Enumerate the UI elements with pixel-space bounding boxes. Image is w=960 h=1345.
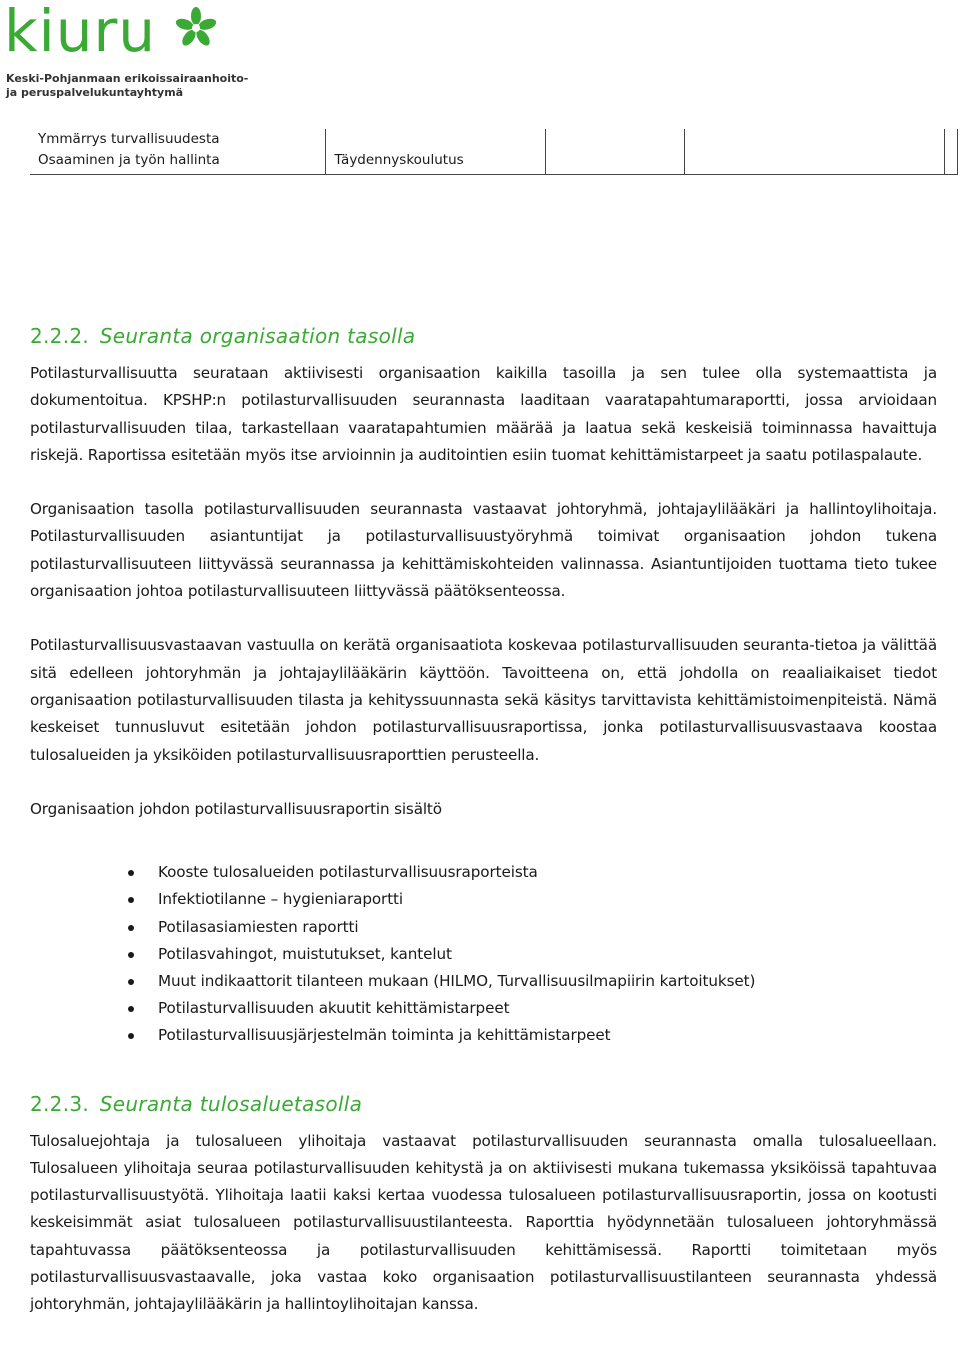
section-title: Seuranta organisaation tasolla (99, 324, 416, 348)
list-item (158, 941, 937, 968)
paragraph: Potilasturvallisuusvastaavan vastuulla on kerätä organisaatiota koskevaa potilasturvallisuuden seuranta-tietoa ja välittää sitä edelleen johtoryhmän ja johtajaylilääkärin käyttöön. Tavoitteena on, että johdolla on reaaliaikaiset tiedot organisaation potilasturvallisuuden tilasta ja kehityssuunnasta sekä käsitys tarvittavista kehittämistoimenpiteistä. Nämä keskeiset tunnusluvut esitetään johdon potilasturvallisuusraportissa, jonka potilasturvallisuusvastaava koostaa tulosalueiden ja yksiköiden potilasturvallisuusraporttien perusteella. (30, 636, 937, 764)
bullet-icon (128, 897, 134, 903)
report-contents-list (30, 859, 937, 1049)
list-item-text: Potilasturvallisuusjärjestelmän toiminta ja kehittämistarpeet (158, 1026, 611, 1045)
section-heading (30, 320, 937, 352)
list-item-text: Kooste tulosalueiden potilasturvallisuusraporteista (158, 863, 538, 882)
list-item-text: Muut indikaattorit tilanteen mukaan (HILMO, Turvallisuusilmapiirin kartoitukset) (158, 971, 756, 990)
table-cell-empty (546, 129, 685, 175)
section-number: 2.2.2. (30, 324, 90, 348)
section-title: Seuranta tulosaluetasolla (99, 1091, 363, 1116)
list-item (158, 859, 937, 886)
document-body (30, 320, 937, 1319)
bullet-icon (128, 1033, 134, 1039)
list-item-text: Infektiotilanne – hygieniaraportti (158, 890, 404, 909)
bullet-icon (128, 979, 134, 985)
logo-subtitle-line2: ja peruspalvelukuntayhtymä (6, 86, 184, 99)
flower-icon (174, 6, 218, 50)
paragraph: Organisaation tasolla potilasturvallisuuden seurannasta vastaavat johtoryhmä, johtajaylilääkäri ja hallintoylihoitaja. Potilasturvallisuuden asiantuntijat ja potilasturvallisuustyöryhmä toimivat organisaation johdon tukena potilasturvallisuuteen liittyvässä seurannassa ja kehittämiskohteiden valinnassa. Asiantuntijoiden tuottama tieto tukee organisaation johtoa potilasturvallisuuteen liittyvässä päätöksenteossa. (30, 500, 937, 601)
list-item (158, 886, 937, 913)
bullet-icon (128, 1006, 134, 1012)
logo-subtitle-line1: Keski-Pohjanmaan erikoissairaanhoito- (6, 72, 249, 85)
table-cell-empty (685, 129, 945, 175)
cell-line-skills: Osaaminen ja työn hallinta (38, 152, 220, 168)
organization-logo (4, 0, 249, 102)
list-item (158, 968, 937, 995)
list-item-text: Potilasasiamiesten raportti (158, 917, 359, 936)
paragraph: Tulosaluejohtaja ja tulosalueen ylihoitaja vastaavat potilasturvallisuuden seurannasta omalla tulosalueellaan. Tulosalueen ylihoitaja seuraa potilasturvallisuuden kehitystä ja on aktiivisesti mukana tukemassa yksiköissä tapahtuvaa potilasturvallisuustyötä. Ylihoitaja laatii kaksi kertaa vuodessa tulosalueen potilasturvallisuusraportin, jossa on kootusti keskeisimmät asiat tulosalueen potilasturvallisuustilanteesta. Raporttia hyödynnetään tulosalueen johtoryhmässä tapahtuvassa päätöksenteossa ja potilasturvallisuuden kehittämisessä. Raportti toimitetaan myös potilasturvallisuusvastaavalle, joka vastaa koko organisaation potilasturvallisuustilanteen seurannasta yhdessä johtoryhmän, johtajaylilääkärin ja hallintoylihoitajan kanssa. (30, 1131, 937, 1314)
cell-line-understanding: Ymmärrys turvallisuudesta (38, 131, 220, 147)
list-item-text: Potilasturvallisuuden akuutit kehittämistarpeet (158, 999, 510, 1018)
bullet-icon (128, 952, 134, 958)
list-item-text: Potilasvahingot, muistutukset, kantelut (158, 944, 452, 963)
list-item (158, 995, 937, 1022)
paragraph: Potilasturvallisuutta seurataan aktiivisesti organisaation kaikilla tasoilla ja sen tulee olla systemaattista ja dokumentoitua. KPSHP:n potilasturvallisuuden seurannasta laaditaan vaaratapahtumaraportti, jossa arvioidaan potilasturvallisuuden tilaa, tarkastellaan vaaratapahtumien määrää ja laatua sekä keskeisiä toiminnassa havaittuja riskejä. Raportissa esitetään myös itse arvioinnin ja auditointien esiin tuomat kehittämistarpeet ja saatu potilaspalaute. (30, 364, 937, 464)
list-item (158, 1022, 937, 1049)
table-cell-competence (30, 129, 326, 175)
bullet-icon (128, 870, 134, 876)
table-row (30, 129, 958, 175)
section-number: 2.2.3. (30, 1091, 90, 1116)
competence-table (30, 129, 958, 175)
bullet-icon (128, 925, 134, 931)
list-intro: Organisaation johdon potilasturvallisuusraportin sisältö (30, 799, 442, 818)
logo-wordmark: kiuru (4, 0, 157, 65)
section-heading (30, 1088, 937, 1120)
table-cell-empty (945, 129, 958, 175)
table-cell-training: Täydennyskoulutus (326, 129, 546, 175)
list-item (158, 914, 937, 941)
